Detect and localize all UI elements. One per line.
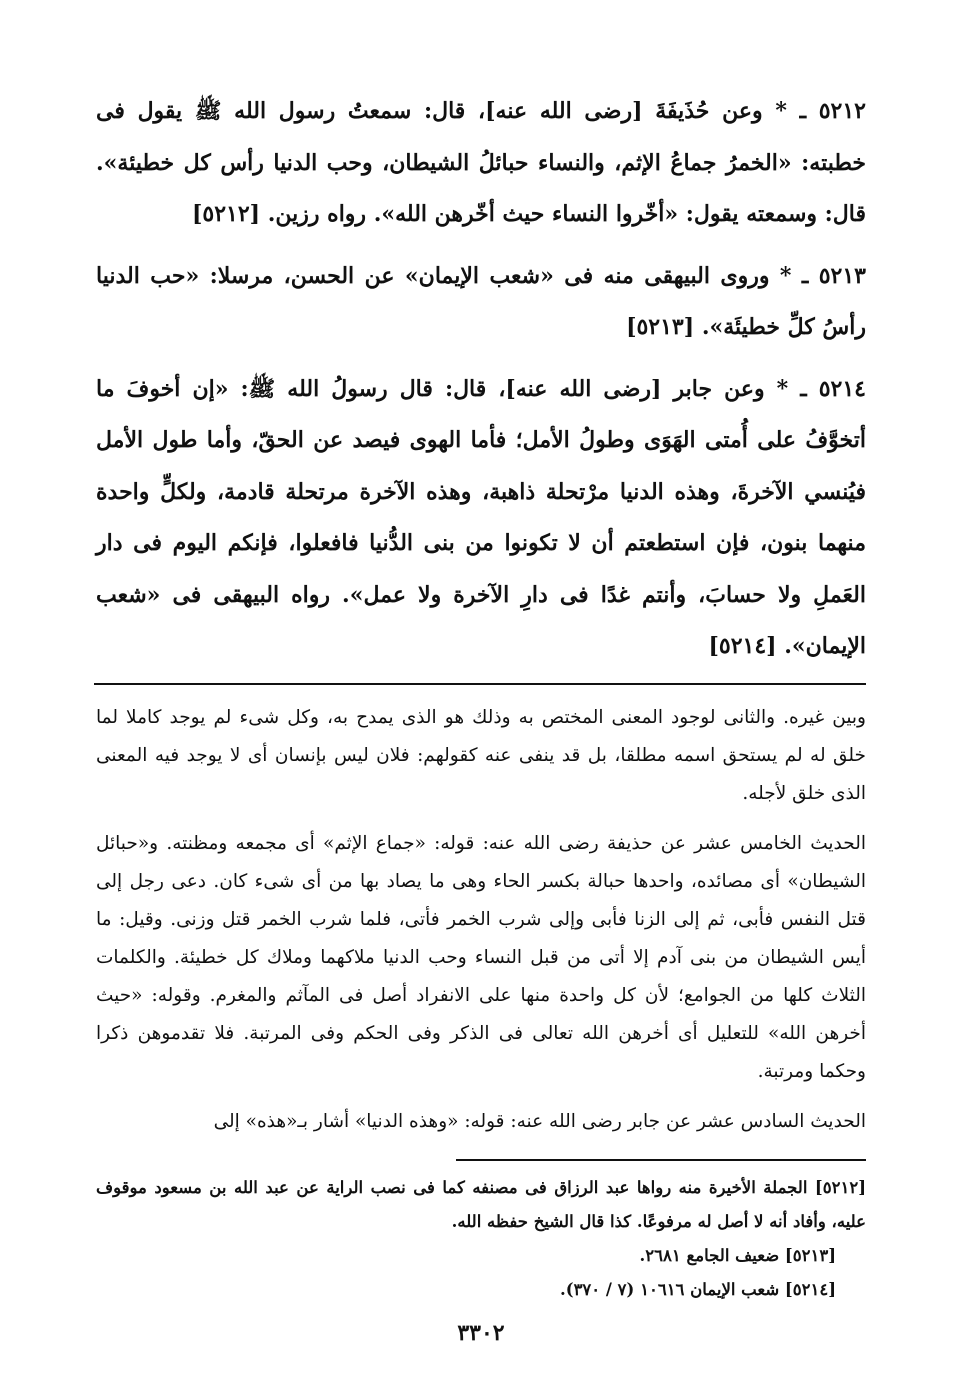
hadith-5212	[96, 86, 866, 241]
hadith-number: ٥٢١٤ ـ *	[776, 375, 866, 402]
commentary-paragraph: الحديث الخامس عشر عن حذيفة رضى الله عنه: قوله: «جماع الإثم» أى مجمعه ومظنته. و«حبائل الشيطان» أى مصائده، واحدها حبالة بكسر الحاء وهى ما يصاد بها من أى شىء كان. دعى رجل إلى قتل النفس فأبى، ثم إلى الزنا فأبى وإلى شرب الخمر فأتى، فلما شرب الخمر قتل وزنى. وقيل: ما أيس الشيطان من بنى آدم إلا أتى من قبل النساء وحب الدنيا ملاكهما وملاك كل خطيئة. والكلمات الثلاث كلها من الجوامع؛ لأن كل واحدة منها على الانفراد أصل فى المآثم والمغرم. وقوله: «حيث أخرهن الله» للتعليل أى أخرهن الله تعالى فى الذكر وفى الحكم وفى المرتبة. فلا تقدموهن ذكرا وحكما ومرتبة.	[96, 832, 866, 1082]
footnote-divider	[456, 1159, 866, 1161]
footnote-5212: [٥٢١٢] الجملة الأخيرة منه رواها عبد الرزاق فى مصنفه كما فى نصب الراية عن عبد الله بن مسعود موقوف عليه، وأفاد أنه لا أصل له مرفوعًا. كذا قال الشيخ حفظه الله.	[96, 1177, 866, 1231]
hadith-5213	[96, 251, 866, 354]
commentary-paragraph: الحديث السادس عشر عن جابر رضى الله عنه: قوله: «وهذه الدنيا» أشار بـ«هذه» إلى	[213, 1110, 866, 1132]
hadith-number: ٥٢١٢ ـ *	[775, 98, 866, 124]
commentary-paragraph: وبين غيره. والثانى لوجود المعنى المختص به وذلك هو الذى يمدح به، وكل شىء لم يوجد كاملا لما خلق له لم يستحق اسمه مطلقا، بل قد ينفى عنه كقولهم: فلان ليس بإنسان أى لا يوجد فيه المعنى الذى خلق لأجله.	[96, 706, 866, 804]
hadith-5214	[96, 364, 866, 673]
page-number: ٣٣٠٢	[457, 1320, 505, 1346]
footnote-5213: [٥٢١٣] ضعيف الجامع ٢٦٨١.	[639, 1245, 836, 1265]
hadith-text: وعن حُذَيفَةَ [رضى الله عنه]، قال: سمعتُ رسول الله ﷺ يقول فى خطبته: «الخمرُ جماعُ الإثم، والنساء حبائلُ الشيطان، وحب الدنيا رأس كل خطيئة». قال: وسمعته يقول: «أخّروا النساء حيث أخّرهن الله». رواه رزين. [٥٢١٢]	[96, 98, 866, 227]
main-divider	[94, 683, 866, 685]
hadith-text: وروى البيهقى منه فى «شعب الإيمان» عن الحسن، مرسلا: «حب الدنيا رأسُ كلِّ خطيئَة». [٥٢١٣]	[96, 262, 866, 340]
hadith-number: ٥٢١٣ ـ *	[779, 262, 866, 289]
hadith-text: وعن جابر [رضى الله عنه]، قال: قال رسولُ الله ﷺ: «إن أخوفَ ما أتخوَّفُ على أُمتى الهَوَى وطولُ الأمل؛ فأما الهوى فيصد عن الحقّ، وأما طول الأمل فيُنسي الآخرةَ، وهذه الدنيا مرْتحلة ذاهبة، وهذه الآخرة مرتحلة قادمة، ولكلٍّ واحدة منهما بنون، فإن استطعتم أن لا تكونوا من بنى الدُّنيا فافعلوا، فإنكم اليوم فى دار العَملِ ولا حسابَ، وأنتم غدًا فى دارِ الآخرة ولا عمل». رواه البيهقى فى «شعب الإيمان». [٥٢١٤]	[96, 375, 866, 659]
footnote-5214: [٥٢١٤] شعب الإيمان ١٠٦١٦ (٧ / ٣٧٠).	[560, 1279, 836, 1299]
